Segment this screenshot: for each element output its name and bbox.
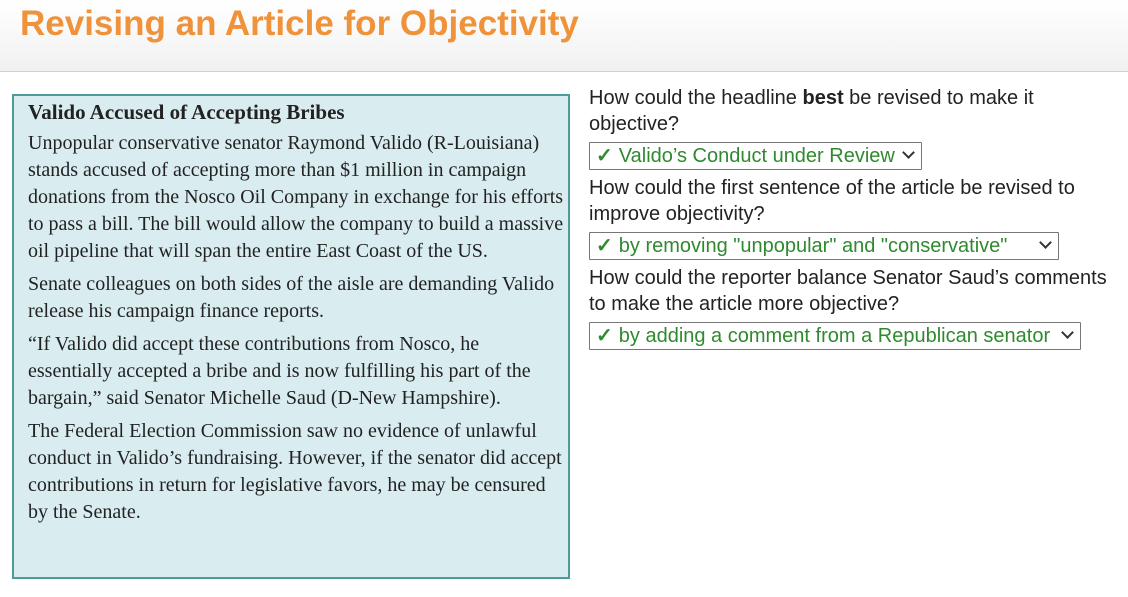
question-balance — [589, 265, 1125, 317]
article-paragraph: Unpopular conservative senator Raymond Valido (R-Louisiana) stands accused of accepting more than $1 million in campaign donations from the Nosco Oil Company in exchange for his efforts to pass a bill. The bill would allow the company to build a massive oil pipeline that will span the entire East Coast of the US. — [28, 132, 564, 262]
question-text: How could the first sentence of the article be revised to improve objectivity? — [589, 177, 1075, 225]
page-header — [0, 0, 1128, 72]
chevron-down-icon — [902, 146, 915, 159]
question-text: be revised to make it objective? — [589, 87, 1034, 135]
answer-dropdown-balance[interactable] — [589, 322, 1081, 350]
answer-dropdown-value: by removing "unpopular" and "conservative" — [618, 235, 1008, 257]
answer-dropdown-first-sentence[interactable] — [589, 232, 1059, 260]
article-panel — [12, 94, 570, 579]
page-title: Revising an Article for Objectivity — [20, 4, 579, 43]
checkmark-icon: ✓ — [596, 145, 613, 167]
answer-dropdown-value: Valido’s Conduct under Review — [618, 145, 895, 167]
questions-panel — [589, 85, 1125, 355]
article-paragraph: “If Valido did accept these contributions from Nosco, he essentially accepted a bribe and is now fulfilling his part of the bargain,” said Senator Michelle Saud (D-New Hampshire). — [28, 333, 531, 409]
checkmark-icon: ✓ — [596, 235, 613, 257]
answer-dropdown-value: by adding a comment from a Republican senator — [618, 325, 1051, 347]
article-paragraph: The Federal Election Commission saw no evidence of unlawful conduct in Valido’s fundraising. However, if the senator did accept contributions in return for legislative favors, he may be censured by the Senate. — [28, 420, 562, 523]
question-text: How could the reporter balance Senator Saud’s comments to make the article more objective? — [589, 267, 1107, 315]
checkmark-icon: ✓ — [596, 325, 613, 347]
answer-dropdown-headline[interactable] — [589, 142, 922, 170]
question-first-sentence — [589, 175, 1125, 227]
article-paragraph: Senate colleagues on both sides of the aisle are demanding Valido release his campaign finance reports. — [28, 273, 555, 322]
question-emphasis: best — [802, 87, 844, 109]
chevron-down-icon — [1061, 326, 1074, 339]
question-headline — [589, 85, 1125, 137]
question-text: How could the headline — [589, 87, 803, 109]
chevron-down-icon — [1040, 236, 1053, 249]
article-headline: Valido Accused of Accepting Bribes — [28, 100, 345, 124]
